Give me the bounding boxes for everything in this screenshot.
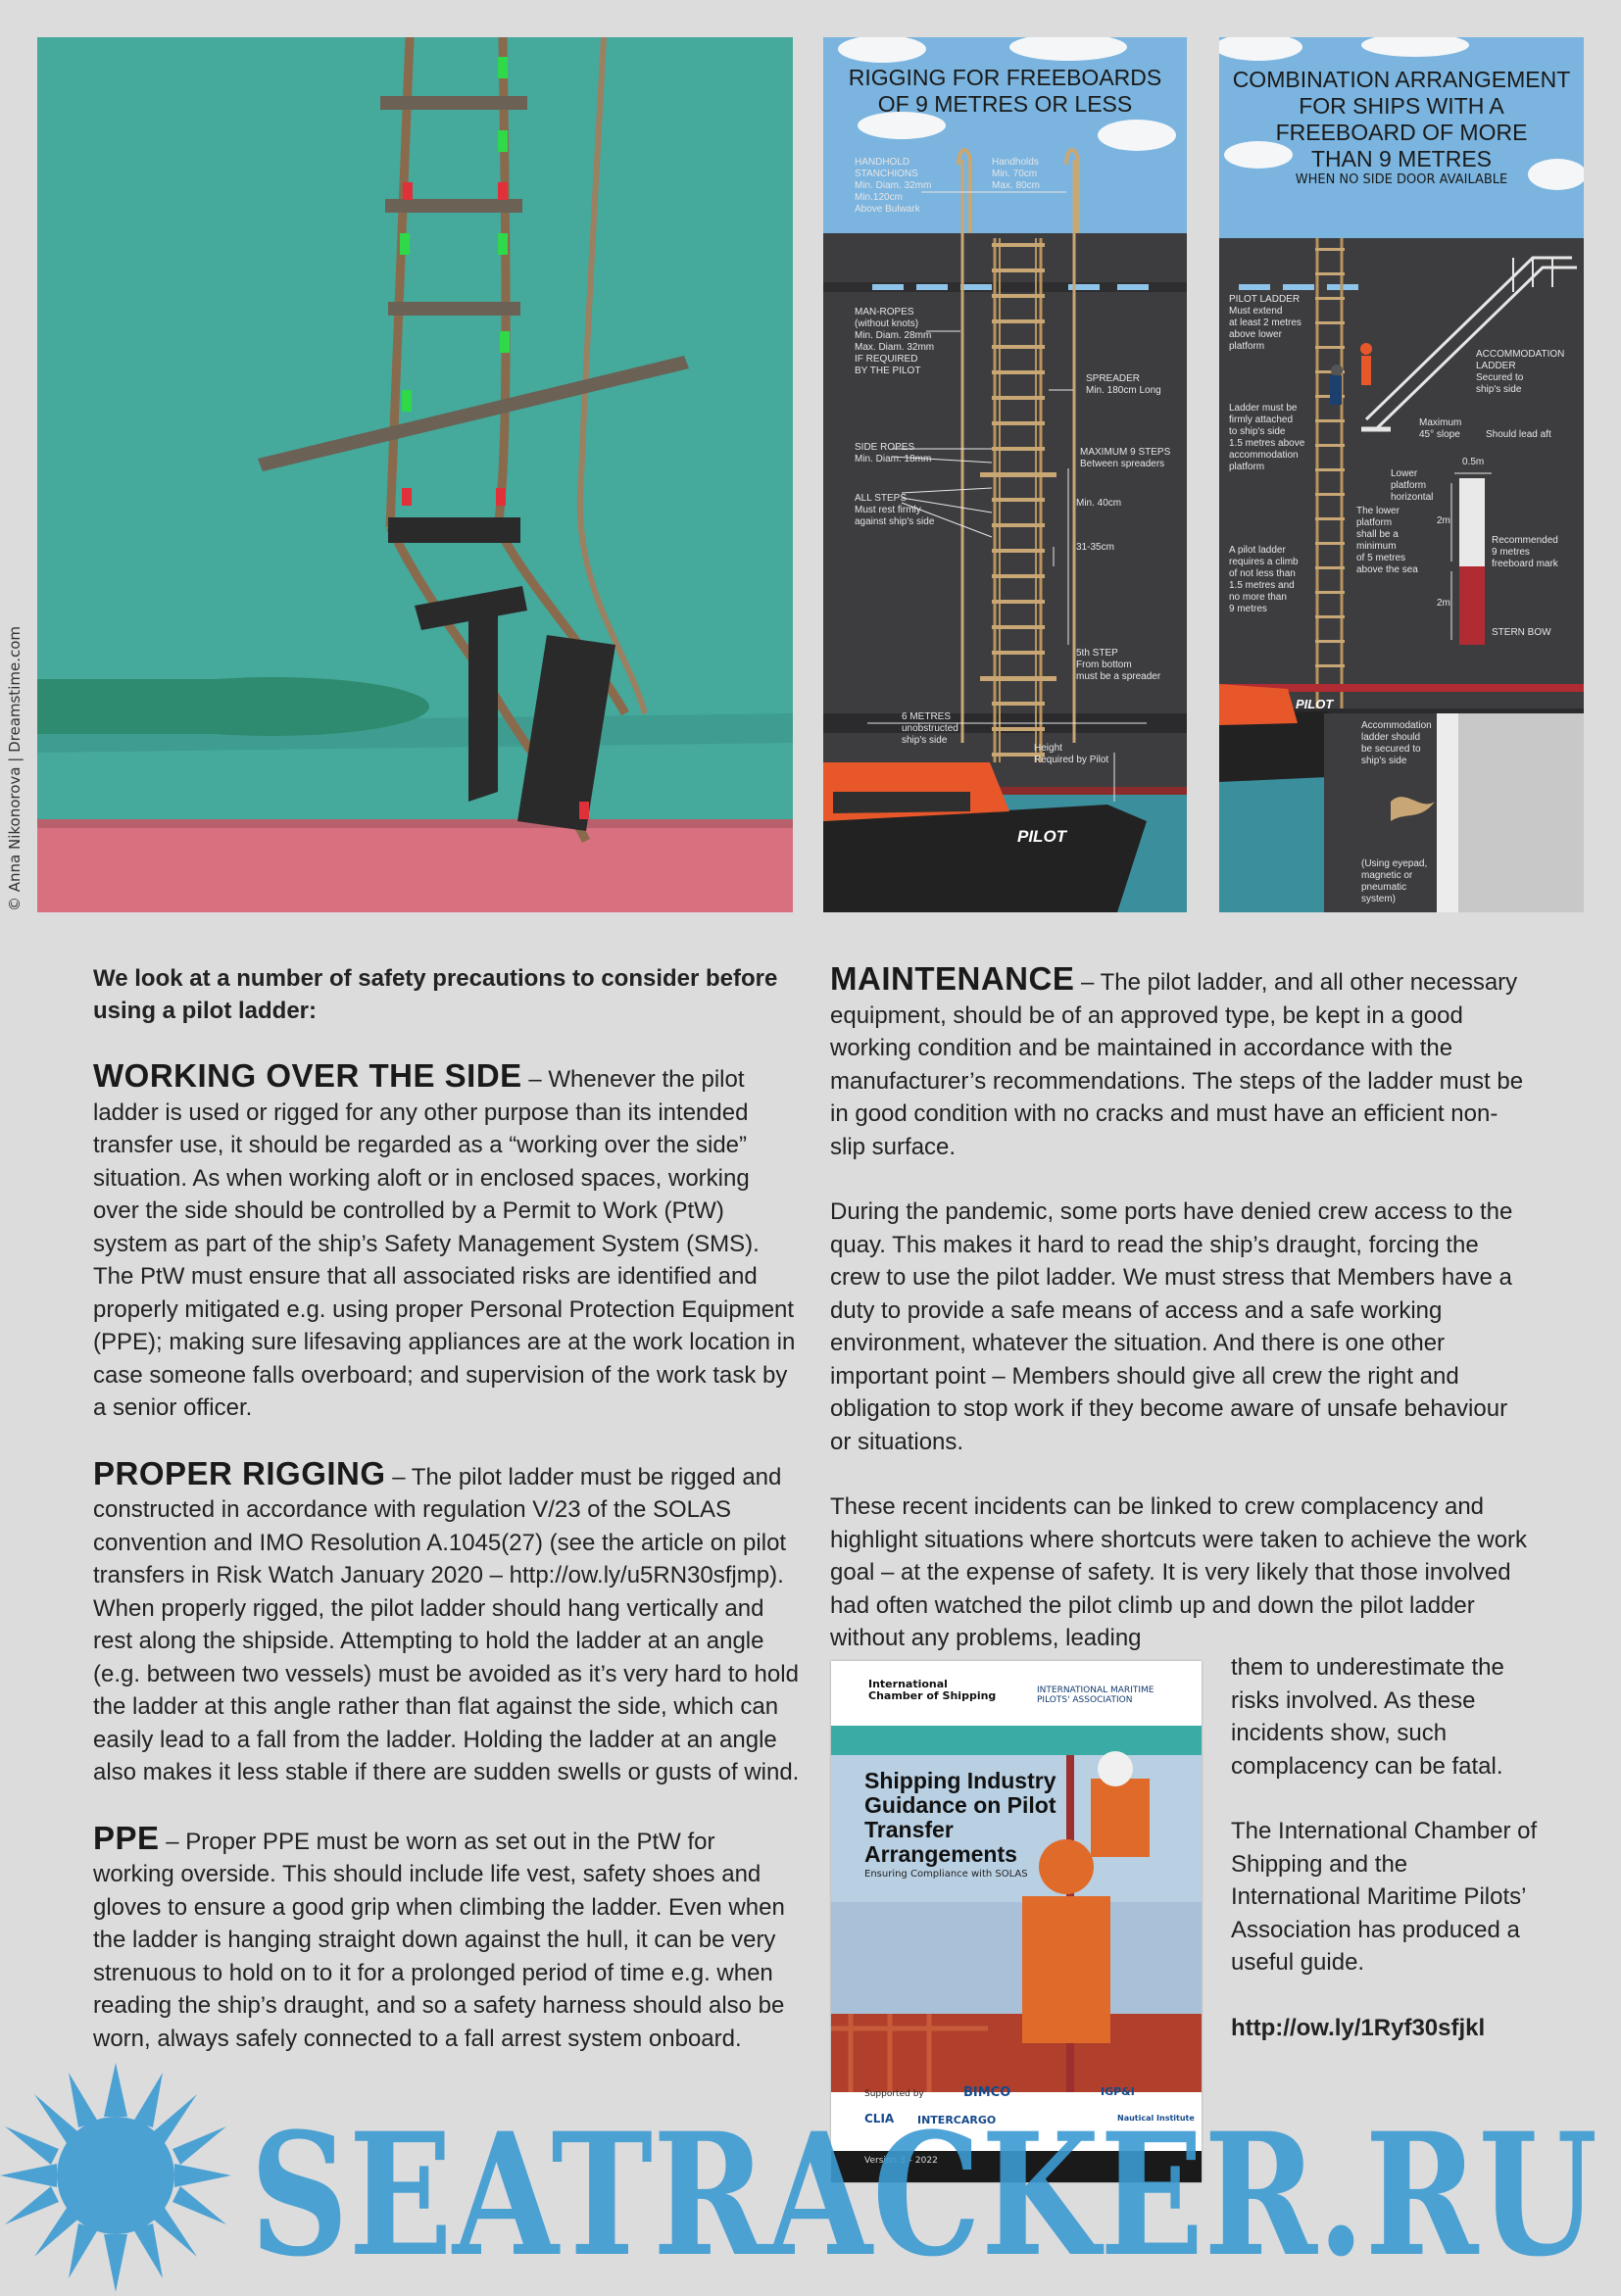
- article-wrap-column: [1231, 1651, 1540, 2076]
- cover-supported-by: Supported by: [864, 2089, 924, 2099]
- heading-working-over-the-side: WORKING OVER THE SIDE: [93, 1057, 522, 1094]
- cover-subtitle: Ensuring Compliance with SOLAS: [864, 1869, 1028, 1880]
- panel1-title-line2: OF 9 METRES OR LESS: [877, 91, 1133, 117]
- paragraph-incidents-continued: them to underestimate the risks involved. As these incidents show, such complacency can be fatal.: [1231, 1654, 1504, 1780]
- label-maximum-steps: MAXIMUM 9 STEPS Between spreaders: [1080, 447, 1171, 469]
- heading-proper-rigging: PROPER RIGGING: [93, 1454, 386, 1491]
- section-proper-rigging: PROPER RIGGING – The pilot ladder must be rigged and constructed in accordance with regulation V/23 of the SOLAS convention and IMO Resolution A.1045(27) (see the article on pilot transfers in Risk Watch January 2020 – http://ow.ly/u5RN30sfjmp). When properly rigged, the pilot ladder should hang vertically and rest along the shipside. Attempting to hold the ladder at an angle (e.g. between two vessels) must be avoided as it’s very hard to hold the ladder at this angle rather than flat against the side, which can easily lead to a fall from the ladder. Holding the ladder at an angle also makes it less stable if there are sudden swells or gusts of wind.: [93, 1454, 800, 1785]
- sun-burst-icon: [0, 2063, 231, 2292]
- section-maintenance: MAINTENANCE – The pilot ladder, and all other necessary equipment, should be of an approved type, be kept in a good working condition and be maintained in accordance with the manufacturer’s recommendations. The steps of the ladder must be in good condition with no cracks and must have an efficient non-slip surface.: [830, 960, 1524, 1160]
- article-intro: We look at a number of safety precautions to consider before using a pilot ladder:: [93, 965, 778, 1024]
- pilot-ladder-photo: [37, 37, 793, 912]
- label-side-ropes: SIDE ROPES Min. Diam. 18mm: [855, 442, 932, 464]
- panel2-title-line4: THAN 9 METRES: [1310, 146, 1493, 171]
- paragraph-pandemic: During the pandemic, some ports have denied crew access to the quay. This makes it hard to read the ship’s draught, forcing the crew to use the pilot ladder. We must stress that Members have a duty to provide a safe means of access and a safe working environment, whatever the situation. And there is one other important point – Members should give all crew the right and obligation to stop work if they become aware of unsafe behaviour or situations.: [830, 1198, 1513, 1455]
- diagram-combination-arrangement: [1219, 37, 1584, 912]
- label-all-steps: ALL STEPS Must rest firmly against ship's side: [855, 493, 935, 527]
- watermark-text: SEATRACKER.RU: [250, 2095, 1597, 2292]
- label-climb: A pilot ladder requires a climb of not less than 1.5 metres and no more than 9 metres: [1229, 545, 1299, 614]
- sponsor-intercargo: INTERCARGO: [917, 2114, 997, 2126]
- sponsor-nautical: Nautical Institute: [1117, 2114, 1195, 2123]
- panel2-title-line1: COMBINATION ARRANGEMENT: [1232, 67, 1571, 92]
- label-height: Height Required by Pilot: [1034, 743, 1109, 765]
- label-2m-lower: 2m: [1437, 598, 1450, 609]
- heading-maintenance: MAINTENANCE: [830, 960, 1075, 997]
- sponsor-bimco: BIMCO: [963, 2085, 1011, 2100]
- label-lead-aft: Should lead aft: [1486, 429, 1551, 440]
- label-handholds: Handholds Min. 70cm Max. 80cm: [992, 157, 1040, 191]
- label-max-slope: Maximum 45° slope: [1419, 417, 1462, 440]
- label-lower-platform: Lower platform horizontal: [1391, 468, 1434, 503]
- panel2-title-line3: FREEBOARD OF MORE: [1275, 120, 1528, 145]
- impa-logo: INTERNATIONAL MARITIME PILOTS' ASSOCIATION: [1037, 1685, 1154, 1705]
- label-accommodation-ladder: ACCOMMODATION LADDER Secured to ship's side: [1476, 349, 1565, 395]
- label-eyepad: (Using eyepad, magnetic or pneumatic system): [1361, 858, 1428, 904]
- label-firmly-attached: Ladder must be firmly attached to ship's side 1.5 metres above accommodation platform: [1229, 403, 1305, 472]
- paragraph-guide: The International Chamber of Shipping and the International Maritime Pilots’ Association has produced a useful guide.: [1231, 1818, 1538, 1976]
- heading-ppe: PPE: [93, 1819, 160, 1856]
- label-step-spacing: 31-35cm: [1076, 542, 1114, 553]
- label-lower-platform-min: The lower platform shall be a minimum of 5 metres above the sea: [1356, 506, 1418, 575]
- label-stern-bow: STERN BOW: [1492, 627, 1551, 638]
- label-half-metre: 0.5m: [1462, 457, 1485, 467]
- seatracker-watermark: [0, 2063, 1621, 2292]
- cover-version: Version 3 – 2022: [864, 2156, 938, 2166]
- label-fifth-step: 5th STEP From bottom must be a spreader: [1076, 648, 1161, 682]
- pilot-boat-label-2: PILOT: [1296, 697, 1334, 711]
- label-man-ropes: MAN-ROPES (without knots) Min. Diam. 28mm Max. Diam. 32mm IF REQUIRED BY THE PILOT: [855, 307, 935, 376]
- label-six-metres: 6 METRES unobstructed ship's side: [902, 711, 958, 746]
- pilot-boat-label: PILOT: [1017, 827, 1067, 846]
- label-pilot-ladder: PILOT LADDER Must extend at least 2 metres above lower platform: [1229, 294, 1302, 352]
- guide-link[interactable]: http://ow.ly/1Ryf30sfjkl: [1231, 2014, 1486, 2041]
- cover-title: Shipping Industry Guidance on Pilot Transfer Arrangements: [864, 1768, 1056, 1867]
- label-min-40cm: Min. 40cm: [1076, 498, 1122, 509]
- label-2m-upper: 2m: [1437, 515, 1450, 526]
- article-left-column: [93, 962, 801, 2087]
- section-ppe: PPE – Proper PPE must be worn as set out in the PtW for working overside. This should include life vest, safety shoes and gloves to ensure a good grip when climbing the ladder. Even when the ladder is hanging straight down against the hull, it can be very strenuous to hold on to it for a prolonged period of time e.g. when reading the ship’s draught, and so a safety harness should also be worn, always safely connected to a fall arrest system onboard.: [93, 1819, 785, 2052]
- panel1-title-line1: RIGGING FOR FREEBOARDS: [848, 65, 1162, 90]
- label-handhold-stanchions: HANDHOLD STANCHIONS Min. Diam. 32mm Min.120cm Above Bulwark: [855, 157, 932, 215]
- ics-logo: International Chamber of Shipping: [868, 1678, 997, 1702]
- sponsor-igpi: IGP&I: [1101, 2085, 1135, 2098]
- article-right-column: [830, 962, 1529, 1687]
- section-working-over-the-side: WORKING OVER THE SIDE – Whenever the pilot ladder is used or rigged for any other purpose than its intended transfer use, it should be regarded as a “working over the side” situation. As when working aloft or in enclosed spaces, working over the side should be controlled by a Permit to Work (PtW) system as part of the ship’s Safety Management System (SMS). The PtW must ensure that all associated risks are identified and properly mitigated e.g. using proper Personal Protection Equipment (PPE); making sure lifesaving appliances are at the work location in case someone falls overboard; and supervision of the work task by a senior officer.: [93, 1057, 796, 1421]
- paragraph-incidents: These recent incidents can be linked to crew complacency and highlight situations where shortcuts were taken to achieve the work goal – at the expense of safety. It is very likely that those involved had often watched the pilot climb up and down the pilot ladder without any problems, leading: [830, 1493, 1528, 1651]
- label-recommended: Recommended 9 metres freeboard mark: [1492, 535, 1558, 569]
- label-spreader: SPREADER Min. 180cm Long: [1086, 373, 1161, 396]
- sponsor-clia: CLIA: [864, 2112, 895, 2125]
- photo-credit: © Anna Nikonorova | Dreamstime.com: [6, 625, 24, 911]
- panel2-title-line2: FOR SHIPS WITH A: [1299, 93, 1504, 119]
- label-secured: Accommodation ladder should be secured to ship's side: [1361, 720, 1432, 766]
- diagram-rigging-9m-or-less: [823, 37, 1187, 912]
- panel2-subtitle: WHEN NO SIDE DOOR AVAILABLE: [1295, 172, 1508, 187]
